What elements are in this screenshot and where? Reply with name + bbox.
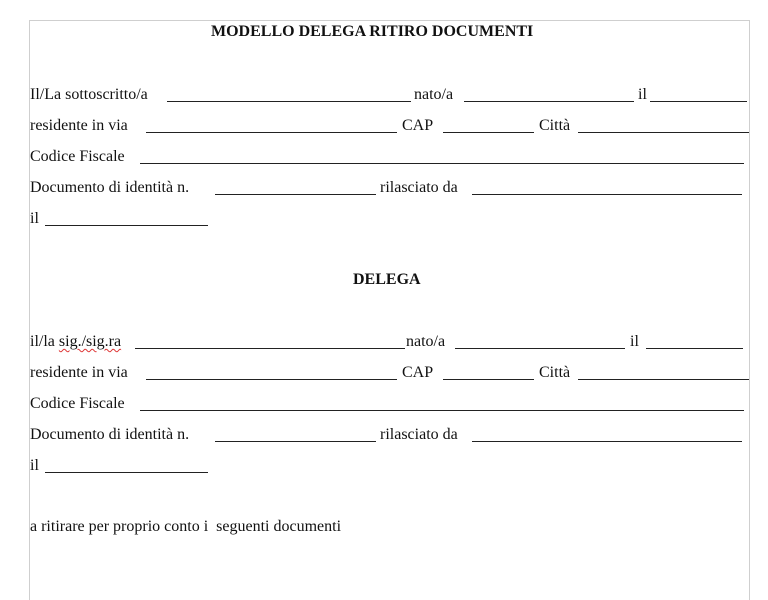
delegate-residente-label: residente in via (30, 364, 128, 381)
delegate-codice-fiscale-field[interactable] (140, 410, 744, 411)
delegate-address-field[interactable] (146, 379, 397, 380)
birthplace-field[interactable] (464, 101, 634, 102)
citta-label: Città (539, 117, 571, 134)
delegate-cap-field[interactable] (443, 379, 534, 380)
delegate-nato-label: nato/a (406, 333, 446, 350)
document-number-field[interactable] (215, 194, 376, 195)
codice-fiscale-field[interactable] (140, 163, 744, 164)
document-title: MODELLO DELEGA RITIRO DOCUMENTI (211, 23, 534, 40)
delegate-documento-label: Documento di identità n. (30, 426, 190, 443)
birthdate-field[interactable] (650, 101, 747, 102)
cap-field[interactable] (443, 132, 534, 133)
residente-label: residente in via (30, 117, 128, 134)
codice-fiscale-label: Codice Fiscale (30, 148, 125, 165)
il-date-label: il (30, 210, 39, 227)
delegate-il-date-label: il (30, 457, 39, 474)
delegate-cap-label: CAP (402, 364, 434, 381)
document-page (29, 20, 750, 600)
delegate-codice-fiscale-label: Codice Fiscale (30, 395, 125, 412)
delegate-citta-label: Città (539, 364, 571, 381)
issue-date-field[interactable] (45, 225, 208, 226)
sig-prefix: il/la (30, 333, 59, 350)
delegate-il-label: il (630, 333, 639, 350)
delegate-name-field[interactable] (135, 348, 405, 349)
delegate-rilasciato-label: rilasciato da (380, 426, 458, 443)
delegate-city-field[interactable] (578, 379, 749, 380)
delegate-issue-date-field[interactable] (45, 472, 208, 473)
closing-text: a ritirare per proprio conto i seguenti documenti (30, 518, 342, 535)
il-label: il (638, 86, 647, 103)
issued-by-field[interactable] (472, 194, 742, 195)
section-title: DELEGA (353, 271, 421, 288)
sig-label (30, 333, 121, 351)
cap-label: CAP (402, 117, 434, 134)
documento-label: Documento di identità n. (30, 179, 190, 196)
sig-title: sig./sig.ra (58, 333, 122, 350)
city-field[interactable] (578, 132, 749, 133)
rilasciato-label: rilasciato da (380, 179, 458, 196)
address-field[interactable] (146, 132, 397, 133)
delegate-document-number-field[interactable] (215, 441, 376, 442)
sottoscritto-label: Il/La sottoscritto/a (30, 86, 148, 103)
delegate-birthplace-field[interactable] (455, 348, 625, 349)
sottoscritto-name-field[interactable] (167, 101, 411, 102)
nato-label: nato/a (414, 86, 454, 103)
delegate-birthdate-field[interactable] (646, 348, 743, 349)
delegate-issued-by-field[interactable] (472, 441, 742, 442)
